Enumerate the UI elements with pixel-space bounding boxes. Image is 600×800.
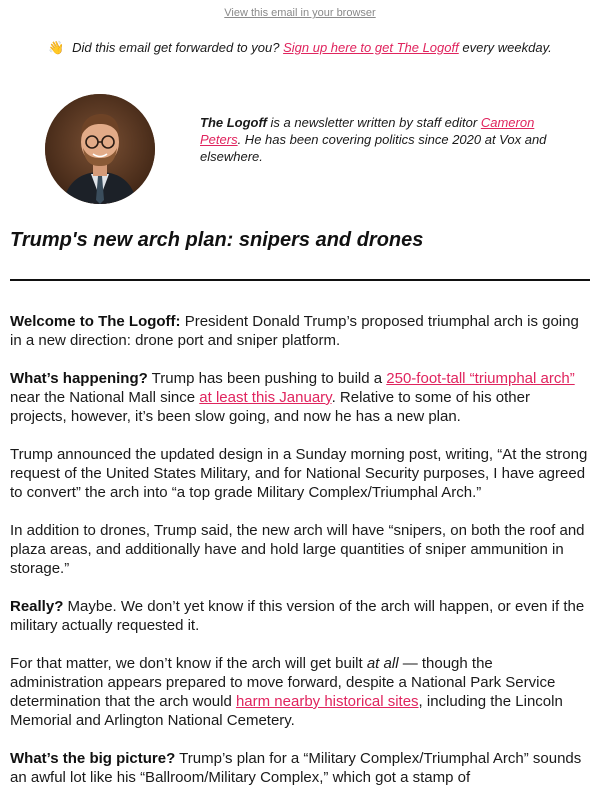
paragraph-4: In addition to drones, Trump said, the new arch will have “snipers, on both the roof and plaza areas, and additionally have and hold large quantities of sniper ammunition in storage.” — [10, 522, 585, 577]
newsletter-name: The Logoff — [200, 115, 267, 130]
emphasis-text: at all — [366, 655, 399, 672]
paragraph-1 — [10, 312, 590, 350]
january-link[interactable]: at least this January — [199, 389, 332, 406]
paragraph-5 — [10, 597, 590, 635]
view-in-browser-link[interactable]: View this email in your browser — [224, 7, 376, 19]
article-body — [10, 312, 590, 800]
article-headline: Trump's new arch plan: snipers and drones — [10, 229, 424, 251]
paragraph-lead: What’s happening? — [10, 370, 148, 387]
divider — [10, 279, 590, 281]
historical-sites-link[interactable]: harm nearby historical sites — [235, 693, 419, 710]
paragraph-lead: What’s the big picture? — [10, 750, 176, 767]
paragraph-lead: Welcome to The Logoff: — [10, 313, 181, 330]
author-photo-icon — [45, 94, 155, 204]
paragraph-text: , including the Lincoln Memorial and Arlington National Cemetery. — [10, 693, 563, 729]
author-bio-text: is a newsletter written by staff editor — [270, 115, 478, 130]
waving-hand-icon: 👋 — [48, 40, 65, 55]
paragraph-7 — [10, 749, 590, 787]
arch-height-link[interactable]: 250-foot-tall “triumphal arch” — [386, 370, 575, 387]
paragraph-text: President Donald Trump’s proposed triumphal arch is going in a new direction: drone port and sniper platform. — [10, 313, 579, 349]
author-bio — [200, 114, 570, 165]
paragraph-text: . Relative to some of his other projects, however, it’s been slow going, and now he has a new plan. — [10, 389, 530, 425]
paragraph-text: Trump has been pushing to build a — [147, 370, 387, 387]
paragraph-text: near the National Mall since — [10, 389, 200, 406]
paragraph-6 — [10, 654, 590, 730]
forward-text-after: every weekday. — [462, 40, 552, 55]
author-bio-text-2: . He has been covering politics since 2020 at Vox and elsewhere. — [200, 132, 547, 164]
author-avatar — [45, 94, 155, 204]
paragraph-2 — [10, 369, 590, 426]
paragraph-3: Trump announced the updated design in a Sunday morning post, writing, “At the strong request of the United States Military, and for National Security purposes, I have agreed to convert” the arch into “a top grade Military Complex/Triumphal Arch.” — [10, 446, 588, 501]
forward-text: Did this email get forwarded to you? — [72, 40, 280, 55]
paragraph-lead: Really? — [10, 598, 64, 615]
paragraph-text: Maybe. We don’t yet know if this version of the arch will happen, or even if the military actually requested it. — [10, 598, 585, 634]
paragraph-text: — though the administration appears prepared to move forward, despite a National Park Service determination that the arch would — [10, 655, 556, 710]
forward-banner — [0, 40, 600, 56]
paragraph-text: For that matter, we don’t know if the arch will get built — [10, 655, 367, 672]
author-name-link[interactable]: Cameron Peters — [200, 115, 535, 147]
paragraph-text: Trump’s plan for a “Military Complex/Triumphal Arch” sounds an awful lot like his “Ballroom/Military Complex,” which got a stamp of — [10, 750, 582, 786]
author-block — [45, 94, 565, 204]
signup-link[interactable]: Sign up here to get The Logoff — [283, 40, 459, 55]
